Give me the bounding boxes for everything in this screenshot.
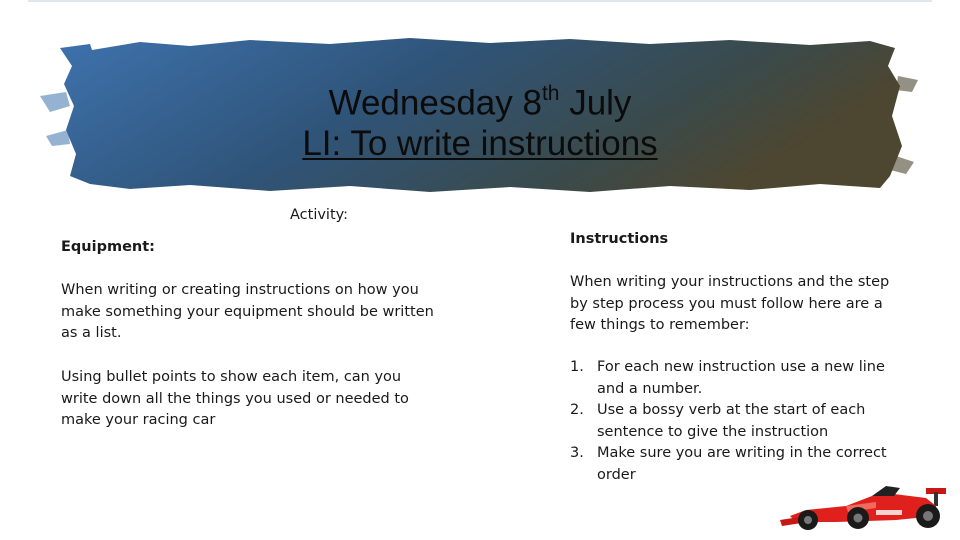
list-item-text: Use a bossy verb at the start of each sentence to give the instruction bbox=[597, 402, 866, 440]
top-divider bbox=[28, 0, 932, 2]
instructions-intro: When writing your instructions and the step by step process you must follow here are a few things to remember: bbox=[570, 274, 890, 334]
title-date bbox=[0, 76, 960, 124]
list-item-number: 3. bbox=[570, 445, 584, 461]
equipment-heading: Equipment: bbox=[61, 239, 155, 255]
instructions-heading: Instructions bbox=[570, 231, 669, 247]
list-item-text: For each new instruction use a new line and a number. bbox=[597, 359, 885, 397]
slide-title bbox=[0, 76, 960, 164]
title-date-ordinal: th bbox=[541, 82, 560, 105]
list-item bbox=[570, 357, 910, 400]
equipment-paragraph-2: Using bullet points to show each item, can you write down all the things you used or needed to make your racing car bbox=[61, 369, 409, 429]
list-item bbox=[570, 400, 910, 443]
activity-label: Activity: bbox=[290, 207, 349, 223]
title-date-day: Wednesday 8 bbox=[328, 83, 542, 123]
list-item-text: Make sure you are writing in the correct order bbox=[597, 445, 887, 483]
learning-intention: LI: To write instructions bbox=[302, 123, 658, 163]
racing-car-icon bbox=[776, 476, 952, 532]
equipment-paragraph-1: When writing or creating instructions on how you make something your equipment should be written as a list. bbox=[61, 282, 434, 342]
instructions-list bbox=[570, 357, 910, 486]
list-item-number: 2. bbox=[570, 402, 584, 418]
list-item-number: 1. bbox=[570, 359, 584, 375]
title-date-month: July bbox=[559, 83, 632, 123]
